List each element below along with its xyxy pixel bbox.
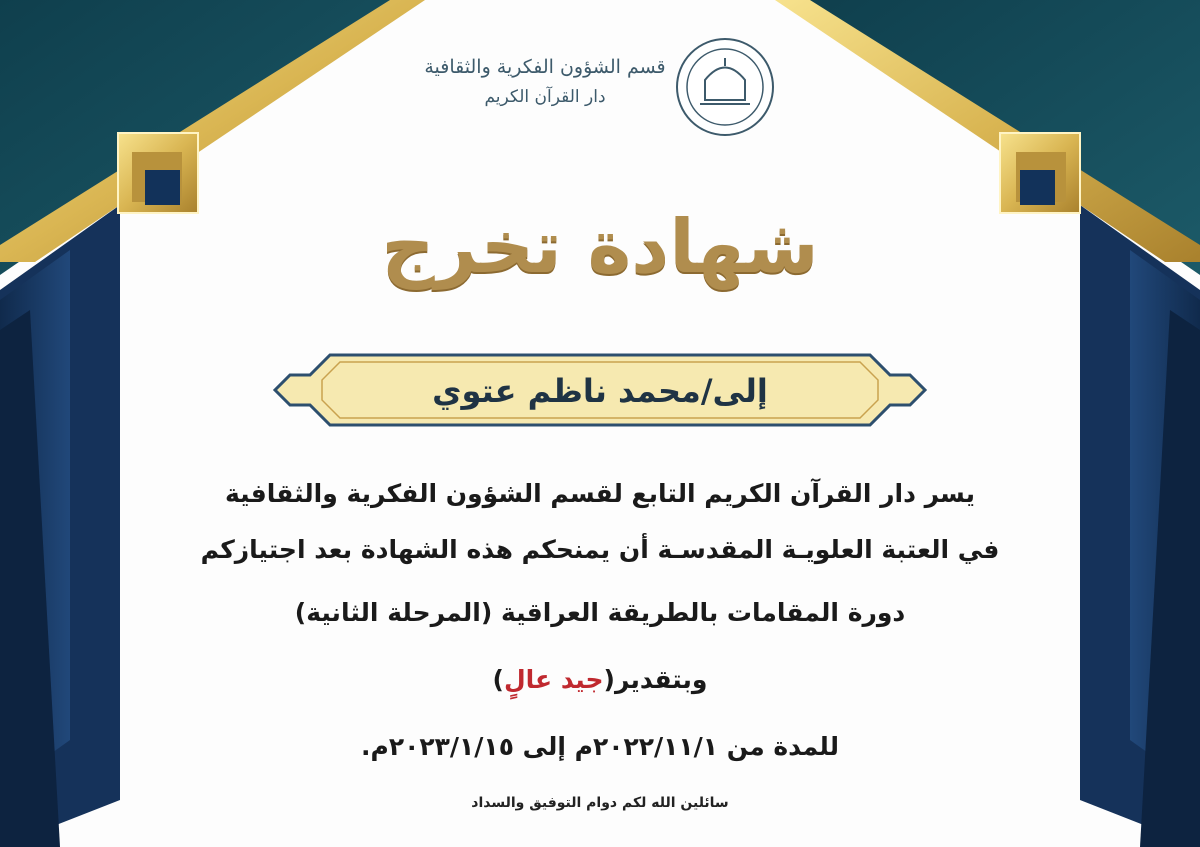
grade-open-paren: ( bbox=[603, 665, 615, 694]
grade-close-paren: ) bbox=[492, 665, 504, 694]
closing-wishes: سائلين الله لكم دوام التوفيق والسداد bbox=[471, 795, 729, 811]
recipient-name: إلى/محمد ناظم عتوي bbox=[432, 372, 768, 410]
certificate-title: شهادة تخرج bbox=[381, 204, 819, 290]
period-line: للمدة من ٢٠٢٢/١١/١م إلى ٢٠٢٣/١/١٥م. bbox=[361, 732, 839, 761]
body-line-1: يسر دار القرآن الكريم التابع لقسم الشؤون الفكرية والثقافية bbox=[224, 479, 976, 508]
grade-prefix: وبتقدير bbox=[614, 665, 708, 694]
house-name: دار القرآن الكريم bbox=[484, 87, 606, 107]
shrine-seal-icon bbox=[677, 39, 773, 135]
department-name: قسم الشؤون الفكرية والثقافية bbox=[424, 56, 666, 78]
grade-line bbox=[0, 660, 1200, 700]
body-line-2: في العتبة العلويـة المقدسـة أن يمنحكم هذه الشهادة بعد اجتيازكم bbox=[200, 535, 1000, 564]
body-line-3: دورة المقامات بالطريقة العراقية (المرحلة الثانية) bbox=[294, 598, 906, 627]
grade-value: جيد عالٍ bbox=[503, 665, 604, 694]
institution-logo-text bbox=[415, 52, 675, 112]
